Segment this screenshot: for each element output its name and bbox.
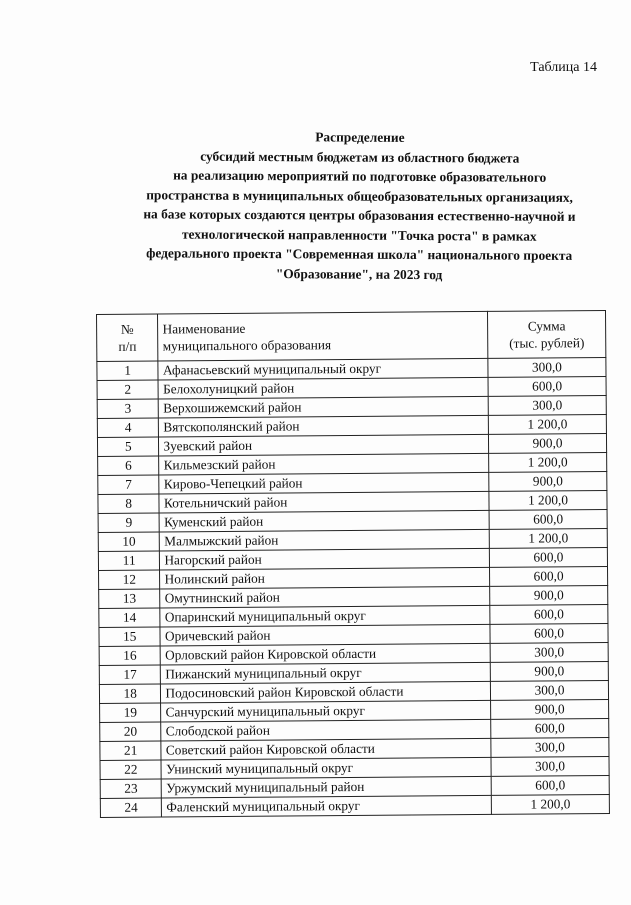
header-sum [488,310,606,358]
row-number: 17 [99,665,161,684]
row-sum: 600,0 [489,509,607,529]
heading-line: технологической направленности "Точка роста" в рамках [181,226,537,244]
subsidy-table [96,310,610,818]
row-municipality-name: Котельничский район [159,491,489,513]
row-sum: 1 200,0 [489,490,607,510]
row-number: 5 [97,437,159,456]
row-number: 13 [99,589,161,608]
document-heading [89,126,630,285]
row-sum: 300,0 [490,642,608,662]
row-sum: 300,0 [490,680,608,700]
row-sum: 600,0 [490,623,608,643]
heading-line: пространства в муниципальных общеобразовательных организациях, [146,186,573,205]
row-number: 9 [98,513,160,532]
row-number: 11 [98,551,160,570]
row-municipality-name: Уржумский муниципальный район [162,776,492,798]
row-sum: 600,0 [489,547,607,567]
header-name-line1: Наименование [162,320,246,337]
row-sum: 900,0 [489,471,607,491]
row-sum: 1 200,0 [488,414,606,434]
row-municipality-name: Подосиновский район Кировской области [161,681,491,703]
row-number: 23 [100,779,162,798]
row-municipality-name: Кирово-Чепецкий район [159,472,489,494]
row-number: 4 [97,418,159,437]
subsidy-table-wrapper [96,310,610,818]
row-number: 7 [98,475,160,494]
row-number: 12 [99,570,161,589]
row-municipality-name: Нолинский район [160,567,490,589]
row-number: 6 [98,456,160,475]
heading-line: "Образование", на 2023 год [275,265,443,282]
row-sum: 1 200,0 [489,452,607,472]
row-municipality-name: Белохолуницкий район [158,377,488,399]
heading-line: федерального проекта "Современная школа" национального проекта [146,245,573,263]
row-municipality-name: Малмыжский район [160,529,490,551]
row-number: 2 [97,380,159,399]
row-sum: 600,0 [491,775,609,795]
heading-line: субсидий местным бюджетам из областного бюджета [200,148,520,166]
row-municipality-name: Унинский муниципальный округ [161,757,491,779]
table-body [97,357,610,817]
row-number: 1 [97,361,159,380]
row-sum: 600,0 [490,566,608,586]
row-number: 21 [100,741,162,760]
row-municipality-name: Кильмезский район [159,453,489,475]
row-municipality-name: Вятскополянский район [159,415,489,437]
row-municipality-name: Санчурский муниципальный округ [161,700,491,722]
row-sum: 1 200,0 [489,528,607,548]
row-number: 10 [98,532,160,551]
row-sum: 300,0 [488,395,606,415]
header-sum-line2: (тыс. рублей) [509,335,585,351]
row-number: 3 [97,399,159,418]
heading-line: на реализацию мероприятий по подготовке образовательного [173,167,547,185]
table-header-row [97,310,606,361]
row-municipality-name: Зуевский район [159,434,489,456]
row-municipality-name: Афанасьевский муниципальный округ [158,358,488,380]
row-number: 14 [99,608,161,627]
row-municipality-name: Верхошижемский район [159,396,489,418]
header-number-line2: п/п [118,338,137,354]
row-sum: 1 200,0 [491,794,609,814]
row-number: 16 [99,646,161,665]
row-sum: 300,0 [491,756,609,776]
row-sum: 600,0 [490,604,608,624]
row-sum: 900,0 [490,585,608,605]
heading-line: на базе которых создаются центры образования естественно-научной и [143,206,576,224]
row-municipality-name: Омутнинский район [160,586,490,608]
row-municipality-name: Опаринский муниципальный округ [160,605,490,627]
row-sum: 300,0 [488,357,606,377]
row-number: 24 [100,798,162,817]
heading-line: Распределение [315,129,405,145]
row-municipality-name: Куменский район [160,510,490,532]
row-municipality-name: Советский район Кировской области [161,738,491,760]
header-number-line1: № [120,321,134,337]
row-number: 18 [99,684,161,703]
table-row [100,794,609,817]
row-sum: 600,0 [488,376,606,396]
row-sum: 300,0 [491,737,609,757]
row-sum: 900,0 [491,699,609,719]
row-municipality-name: Орловский район Кировской области [161,643,491,665]
row-sum: 900,0 [490,661,608,681]
row-sum: 600,0 [491,718,609,738]
table-number-label: Таблица 14 [530,60,597,75]
row-number: 19 [100,703,162,722]
row-municipality-name: Слободской район [161,719,491,741]
row-number: 15 [99,627,161,646]
row-municipality-name: Нагорский район [160,548,490,570]
header-number [97,314,159,361]
row-number: 22 [100,760,162,779]
header-name-line2: муниципального образования [162,337,332,354]
row-sum: 900,0 [489,433,607,453]
header-sum-line1: Сумма [527,318,566,334]
row-municipality-name: Оричевский район [160,624,490,646]
row-municipality-name: Фаленский муниципальный округ [162,795,492,817]
row-municipality-name: Пижанский муниципальный округ [161,662,491,684]
header-name [158,311,488,361]
row-number: 8 [98,494,160,513]
row-number: 20 [100,722,162,741]
